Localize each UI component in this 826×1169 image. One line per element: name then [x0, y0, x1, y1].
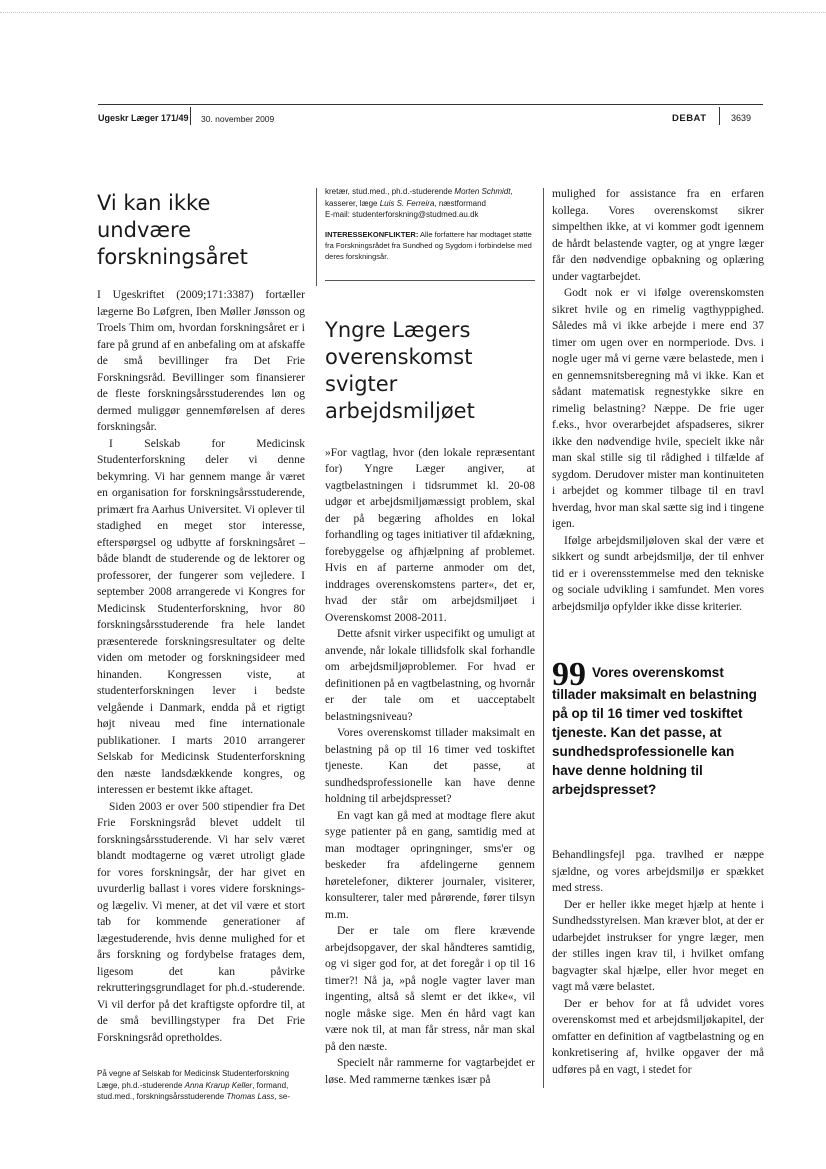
header-divider: [190, 107, 191, 125]
paragraph: En vagt kan gå med at modtage flere akut syge patienter på en gang, samtidig med at man modtager opringninger, sms'er og beskeder fra afdelingerne gennem høretelefoner, dikterer journaler, visiterer, konsulterer, taler med pårørende, fører tilsyn m.m.: [325, 809, 535, 921]
paragraph: Der er behov for at få udvidet vores overenskomst med et arbejdsmiljøkapitel, der omfatter en definition af vagtbelastning og en konkretisering af, hvilke opgaver der må udføres på en vagt, i stedet for: [552, 997, 764, 1076]
contact-email: E-mail: studenterforskning@studmed.au.dk: [325, 210, 479, 219]
journal-name: Ugeskr Læger 171/49: [98, 113, 189, 123]
paragraph: Specielt når rammerne for vagtarbejdet er løse. Med rammerne tænkes især på: [325, 1057, 535, 1086]
paragraph: Vores overenskomst tillader maksimalt en belastning på op til 16 timer ved toskiftet tjeneste. Kan det passe, at sundhedsprofessionelle kan have denne holdning til arbejdspresset?: [325, 727, 535, 805]
paragraph: Ifølge arbejdsmiljøloven skal der være et sikkert og sundt arbejdsmiljø, der til enhver tid er i overensstemmelse med den tekniske og sociale udvikling i samfundet. Men vores arbejdsmiljø opfylder ikke disse kriterier.: [552, 534, 764, 613]
column-rule: [543, 188, 544, 1088]
paragraph: I Ugeskriftet (2009;171:3387) fortæller lægerne Bo Løfgren, Iben Møller Jønsson og Troels Thim om, hvordan forskningsåret er i fare på grund af en anbefaling om at afskaffe de små bevillinger fra Det Frie Forskningsråd. Bevillinger som finansierer de fleste forskningsårsstuderendes løn og dermed muliggør gennemførelsen af deres forskningsår.: [97, 289, 305, 433]
signature-block: På vegne af Selskab for Medicinsk Studenterforskning Læge, ph.d.-studerende Anna Krarup Keller, formand, stud.med., forskningsårsstuderende Thomas Lass, se-: [97, 1069, 290, 1101]
pull-quote: 99 Vores overenskomst tillader maksimalt en belastning på op til 16 timer ved toskiftet tjeneste. Kan det passe, at sundhedsprofessionelle kan have denne holdning til arbejdspresset?: [552, 656, 757, 797]
article-column-1: [97, 190, 305, 1103]
quote-mark-icon: 99: [552, 656, 586, 693]
article-title: Yngre Lægers overenskomst svigter arbejdsmiljøet: [325, 317, 475, 423]
article-title: Vi kan ikke undvære forskningsåret: [97, 191, 248, 269]
section-label: DEBAT: [672, 113, 707, 124]
paragraph: »For vagtlag, hvor (den lokale repræsentant for) Yngre Læger angiver, at vagtbelastningen i tidsrummet kl. 20-08 udgør et arbejdsmiljømæssigt problem, skal der på begæring afholdes en lokal forhandling og tages initiativer til afdækning, forebyggelse og afhjælpning af problemet. Hvis en af parterne anmoder om det, inddrages overenskomstens parter«, det er, hvad der står om arbejdsmiljøet i Overenskomst 2008-2011.: [325, 446, 535, 624]
paragraph: Dette afsnit virker uspecifikt og umuligt at anvende, når lokale tillidsfolk skal forhandle om arbejdsmiljøproblemer. For hvad er definitionen på en vagtbelastning, og hvornår er der tale om et uacceptabelt belastningsniveau?: [325, 628, 535, 723]
paragraph: Godt nok er vi ifølge overenskomsten sikret hvile og en rimelig vagthyppighed. Således må vi ikke arbejde i mere end 37 timer om ugen over en normperiode. Dvs. i nogle uger må vi gerne være belastede, men i en gennemsnitsberegning må vi ikke. Kan et sådant matematisk regnestykke sikre en rimelig belastning? Næppe. De frie uger f.eks., hvor overarbejdet afspadseres, sikrer ikke den nødvendige hvile, specielt ikke når man skal stille sig til rådighed i tilfælde af sygdom. Derudover mister man kontinuiteten i arbejdet og kommer tilbage til en travl hverdag, hvor man skal sætte sig ind i tingene igen.: [552, 287, 764, 530]
paragraph: Siden 2003 er over 500 stipendier fra Det Frie Forskningsråd blevet uddelt til forskningsårsstuderende. Vi har selv været blandt modtagerne og været utroligt glade for vores forskningsår, der har givet en uvurderlig ballast i vores videre forsknings- og lægeliv. Vi mener, at det vil være et stort tab for kommende generationer af lægestuderende, hvis denne mulighed for et års forskning og fordybelse fratages dem, ligesom det kan påvirke rekrutteringsgrundlaget for ph.d.-studerende. Vi vil derfor på det kraftigste opfordre til, at de små bevillingstyper fra Det Frie Forskningsråd opretholdes.: [97, 800, 305, 1044]
paragraph: Der er tale om flere krævende arbejdsopgaver, der skal håndteres samtidig, og vi siger god for, at det foregår i op til 16 timer?! Nå ja, »på nogle vagter laver man ingenting, altså så slemt er det ikke«, vil nogle måske sige. Men én hård vagt kan være nok til, at man får stress, når man skal på den næste.: [325, 925, 535, 1053]
header-divider: [719, 107, 720, 125]
paragraph: Behandlingsfejl pga. travlhed er næppe sjældne, og vores arbejdsmiljø er spækket med stress.: [552, 849, 764, 894]
paragraph: mulighed for assistance fra en erfaren kollega. Vores overenskomst sikrer simpelthen ikke, at vi kommer godt igennem de hårdt belastende vagter, og at yngre læger får den nødvendige opbakning og oplæring under vagtarbejdet.: [552, 188, 764, 283]
conflict-of-interest: INTERESSEKONFLIKTER: Alle forfattere har modtaget støtte fra Forskningsrådet fra Sundhed og Sygdom i forbindelse med deres forskningsår.: [325, 229, 532, 261]
page-header: [98, 104, 763, 131]
paragraph: I Selskab for Medicinsk Studenterforskning deler vi denne bekymring. Vi har gennem mange år været en organisation for forskningsårsstuderende, primært fra Aarhus Universitet. Vi oplever til stadighed en meget stor interesse, efterspørgsel og udbytte af forskningsåret – både blandt de studerende og de lektorer og professorer, der fungerer som vejledere. I september 2008 arrangerede vi Kongres for Medicinsk Studenterforskning, hvor 80 forskningsårsstuderende fra hele landet præsenterede forskningsresultater og delte viden om metoder og forskningsideer med hinanden. Kongressen viste, at studenterforskningen lever i bedste velgående i Danmark, endda på et rigtigt højt niveau med fine internationale publikationer. I marts 2010 arrangerer Selskab for Medicinsk Studenterforskning den næste landsdækkende kongres, og interessen er bestemt ikke aftaget.: [97, 437, 305, 796]
scan-top-border: [0, 12, 826, 13]
issue-date: 30. november 2009: [201, 114, 275, 124]
page-number: 3639: [731, 113, 752, 123]
article-column-2: [325, 186, 535, 1088]
paragraph: Der er heller ikke meget hjælp at hente i Sundhedsstyrelsen. Man kræver blot, at der er udarbejdet instrukser for yngre læger, men der stilles ingen krav til, i hvilket omfang bagvagter skal hjælpe, eller hvor meget en vagt må være belastet.: [552, 898, 764, 993]
signature-continued: kretær, stud.med., ph.d.-studerende Morten Schmidt, kasserer, læge Luis S. Ferreira, næstformand E-mail: studenterforskning@studmed.au.dk: [325, 187, 513, 219]
article-column-3: [552, 186, 764, 1078]
column-rule: [316, 188, 317, 286]
